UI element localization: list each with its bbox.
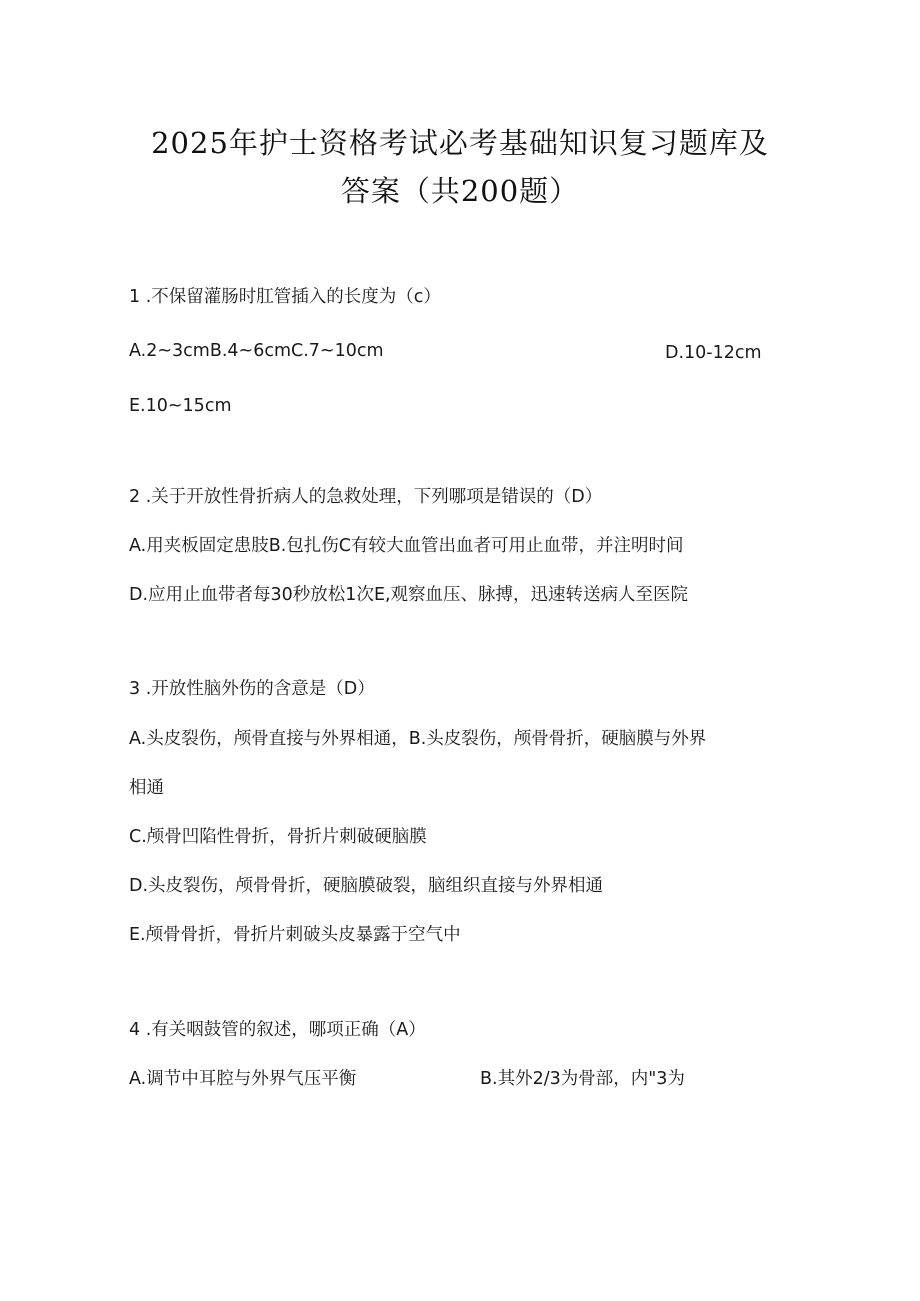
question-4-option-a: A.调节中耳腔与外界气压平衡	[129, 1069, 357, 1089]
question-1-stem: 1 .不保留灌肠时肛管插入的长度为（c）	[129, 287, 441, 307]
question-1-option-d: D.10-12cm	[665, 343, 762, 363]
question-3-options-line-1-continued: 相通	[129, 778, 164, 798]
question-3-options-line-1: A.头皮裂伤，颅骨直接与外界相通，B.头皮裂伤，颅骨骨折，硬脑膜与外界	[129, 729, 707, 749]
document-title-line-2: 答案（共200题）	[340, 174, 580, 208]
question-3-option-d: D.头皮裂伤，颅骨骨折，硬脑膜破裂，脑组织直接与外界相通	[129, 876, 604, 896]
question-1-option-e: E.10~15cm	[129, 396, 232, 416]
question-2-options-line-1: A.用夹板固定患肢B.包扎伤C有较大血管出血者可用止血带，并注明时间	[129, 536, 684, 556]
question-4-stem: 4 .有关咽鼓管的叙述，哪项正确（A）	[129, 1020, 426, 1040]
question-3-option-e: E.颅骨骨折，骨折片刺破头皮暴露于空气中	[129, 925, 461, 945]
question-2-options-line-2: D.应用止血带者每30秒放松1次E,观察血压、脉搏，迅速转送病人至医院	[129, 585, 689, 605]
question-2-stem: 2 .关于开放性骨折病人的急救处理，下列哪项是错误的（D）	[129, 487, 603, 507]
question-4-option-b: B.其外2/3为骨部，内"3为	[480, 1069, 685, 1089]
document-title-line-1: 2025年护士资格考试必考基础知识复习题库及	[151, 126, 769, 160]
question-3-stem: 3 .开放性脑外伤的含意是（D）	[129, 679, 375, 699]
question-1-options-abc: A.2~3cmB.4~6cmC.7~10cm	[129, 341, 384, 361]
question-3-option-c: C.颅骨凹陷性骨折，骨折片刺破硬脑膜	[129, 827, 427, 847]
